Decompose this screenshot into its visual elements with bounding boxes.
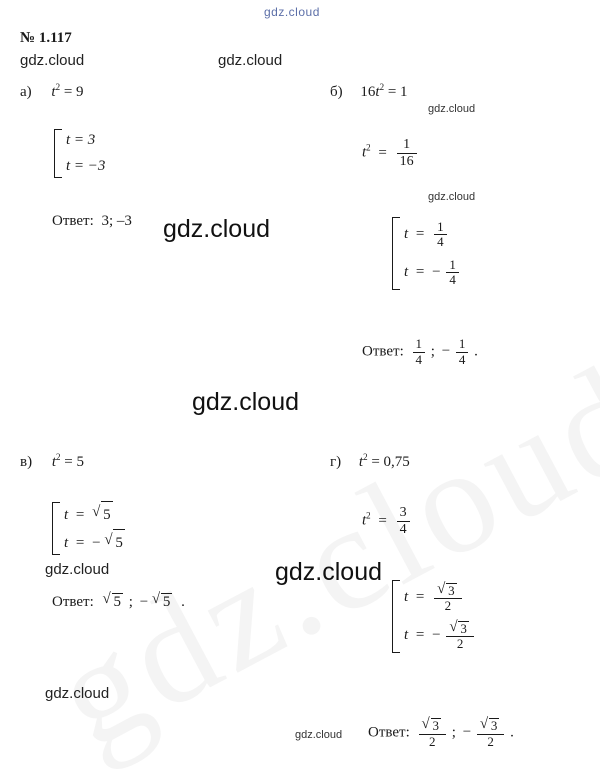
problem-g-system [390,578,476,655]
problem-v-root-1-radicand: 5 [101,501,113,528]
problem-a-root-1: t = 3 [66,132,96,148]
problem-a-answer [52,213,132,230]
problem-g-label: г) [330,454,342,470]
problem-g-root-1-radicand: 3 [448,582,455,598]
problem-g-root-2-sqrt [449,620,471,637]
problem-b-answer-fraction-2 [456,337,469,367]
problem-b-answer-separator: ; [430,343,435,360]
problem-v-root-1-var: t [64,507,69,523]
problem-b-coef: 16 [360,84,376,100]
problem-v-system [50,500,127,557]
problem-g-root-2: t = − √ $\frac{3}{2}$ [404,616,476,654]
problem-v-equation: в) $t^2 = 5$ [20,452,84,470]
problem-g-answer-end: . [510,724,514,741]
watermark-9: gdz.cloud [295,729,343,741]
problem-g-answer-num-2 [477,717,505,735]
problem-b-var: t [375,84,380,100]
problem-b-answer [362,337,478,367]
problem-g-answer-sign-2: − [462,724,472,741]
watermark-top: gdz.cloud [264,5,320,19]
problem-g-root-2-den: 2 [456,636,464,652]
problem-g-step-num: 3 [397,505,410,522]
problem-v-answer-prefix: Ответ: [52,594,94,610]
problem-a-system [52,127,105,180]
problem-g-root-1-den: 2 [444,598,452,614]
problem-b-answer-sign-2: − [441,343,451,360]
problem-b-system [390,215,461,292]
problem-b-root-1: t = $\frac{1}{4}$ [404,215,461,253]
problem-b-answer-num-2: 1 [456,337,469,353]
problem-v-answer-radicand-1: 5 [113,594,122,610]
problem-v-answer-end: . [181,594,185,610]
watermark-4: gdz.cloud [163,215,271,243]
problem-v-root-2-sign: − [92,535,101,552]
problem-g-step-den: 4 [399,521,407,537]
watermark-3: gdz.cloud [428,191,476,203]
problem-g-root-2-var: t [404,627,409,644]
problem-b-root-2-sign: − [432,264,441,281]
problem-g-root-1-fraction [434,582,462,614]
problem-b-step-fraction [397,137,417,169]
problem-v-root-2: t = − √ 5 [64,528,127,556]
problem-g-answer-den-2: 2 [487,733,494,749]
problem-g-answer-radicand-1: 3 [432,718,440,733]
problem-b-root-1-fraction [434,220,447,250]
problem-g-root-1-var: t [404,589,409,605]
problem-g-root-2-radicand: 3 [460,620,467,636]
problem-b-rhs: 1 [400,84,408,100]
problem-g-exp: 2 [363,452,368,462]
problem-a-label: а) [20,84,32,100]
problem-v-label: в) [20,454,33,470]
problem-g-step: $t^2$ = $\frac{3}{4}$ [362,505,412,537]
problem-g-rhs: 0,75 [383,454,410,470]
problem-b-step-num: 1 [397,137,417,154]
problem-v-var: t [51,454,56,470]
problem-b-step-den: 16 [399,153,414,169]
problem-b-root-2-den: 4 [449,272,456,288]
problem-b-root-1-var: t [404,226,409,242]
page-title: № 1.117 [20,30,72,46]
problem-b-root-2: t = − $\frac{1}{4}$ [404,253,461,291]
problem-g-root-1-sqrt [437,582,459,599]
problem-g-answer-fraction-1 [419,717,447,749]
problem-v-root-2-var: t [64,535,69,552]
watermark-1: gdz.cloud [218,52,283,69]
problem-v-answer-sqrt-2 [152,592,175,611]
problem-g-answer-separator: ; [451,724,456,741]
problem-b-root-1-den: 4 [437,234,444,250]
problem-g-answer [368,717,514,749]
problem-v-answer-separator: ; [128,594,133,610]
problem-b-answer-num-1: 1 [413,337,426,353]
problem-a-answer-value: 3; –3 [101,213,132,229]
problem-v-root-2-sqrt [104,528,127,556]
watermark-5: gdz.cloud [192,388,300,416]
problem-v-root-1: t = √ 5 [64,500,127,528]
problem-g-root-2-sign: − [432,627,441,644]
problem-a-root-2: t = −3 [66,158,106,175]
problem-b-answer-den-2: 4 [458,351,466,367]
watermark-8: gdz.cloud [45,685,110,702]
problem-g-answer-sqrt-2 [480,717,502,734]
problem-v-exp: 2 [56,452,61,462]
problem-g-step-var: t [362,512,367,529]
problem-b-exp: 2 [379,82,385,92]
problem-b-step-var: t [362,144,367,161]
watermark-0: gdz.cloud [20,52,85,69]
problem-a-rhs: 9 [76,84,84,100]
problem-g-equation: г) $t^2 = 0,75$ [330,452,410,470]
problem-g-root-1-num [434,582,462,600]
problem-v-answer-sqrt-1 [103,592,126,611]
watermark-6: gdz.cloud [45,561,110,578]
problem-v-answer [52,592,185,611]
problem-g-answer-sqrt-1 [422,717,444,734]
problem-b-step-exp: 2 [366,142,371,153]
problem-g-answer-num-1 [419,717,447,735]
problem-b-label: б) [330,84,343,100]
problem-v-answer-sign-2: − [139,594,149,610]
problem-g-answer-prefix: Ответ: [368,724,410,741]
watermark-7: gdz.cloud [275,558,383,586]
problem-a-exp: 2 [55,82,61,92]
problem-g-root-2-fraction [446,620,474,652]
problem-a-var: t [51,84,56,100]
problem-b-step: $t^2$ = $\frac{1}{16}$ [362,137,419,169]
problem-b-root-1-num: 1 [434,220,447,236]
problem-b-answer-prefix: Ответ: [362,343,404,360]
problem-b-answer-end: . [474,343,478,360]
problem-g-answer-den-1: 2 [429,733,436,749]
problem-b-equation: б) $16t^2 = 1$ [330,82,408,100]
problem-b-answer-den-1: 4 [415,351,423,367]
problem-g-root-2-num [446,620,474,638]
problem-v-root-1-sqrt [92,500,115,528]
problem-a-equation: а) $t^2 = 9$ [20,82,84,100]
problem-v-rhs: 5 [76,454,84,470]
problem-g-root-1: t = √ $\frac{3}{2}$ [404,578,476,616]
problem-g-answer-fraction-2 [477,717,505,749]
watermark-2: gdz.cloud [428,103,476,115]
problem-b-root-2-var: t [404,264,409,281]
problem-b-root-2-num: 1 [446,258,459,274]
problem-v-root-2-radicand: 5 [113,529,125,556]
problem-a-answer-prefix: Ответ: [52,213,94,229]
problem-v-answer-radicand-2: 5 [162,594,171,610]
problem-g-answer-radicand-2: 3 [490,718,498,733]
problem-g-step-fraction [397,505,410,537]
problem-g-step-exp: 2 [366,510,371,521]
problem-b-root-2-fraction [446,258,459,288]
problem-g-var: t [358,454,364,470]
problem-b-answer-fraction-1 [413,337,426,367]
